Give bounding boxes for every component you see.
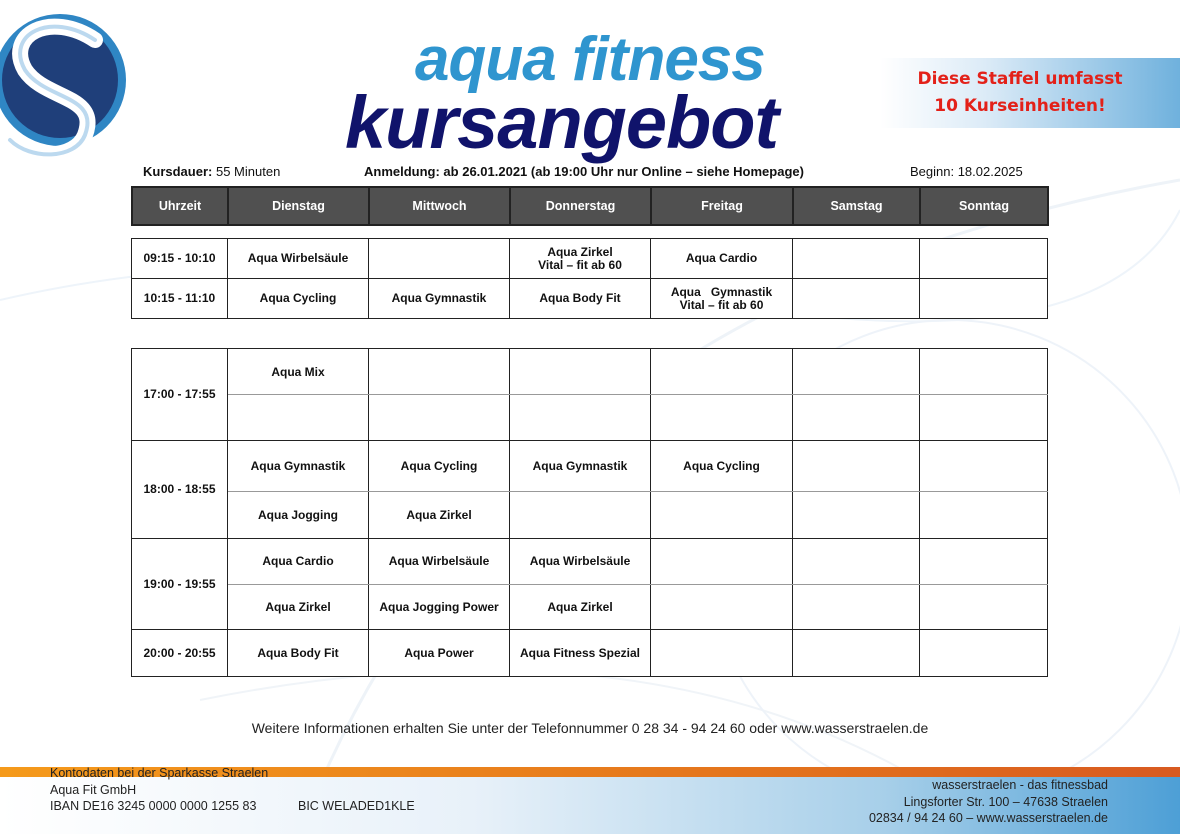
logo-s-icon (0, 0, 130, 190)
schedule-header (131, 186, 1049, 226)
course-cell (920, 539, 1048, 585)
contact-info: Weitere Informationen erhalten Sie unter der Telefonnummer 0 28 34 - 94 24 60 oder www.wasserstraelen.de (251, 720, 929, 736)
course-cell: Aqua Gymnastik (510, 441, 651, 492)
address-block (869, 777, 1108, 827)
course-cell: Aqua Zirkel (369, 492, 510, 539)
course-cell: Aqua Gymnastik (369, 279, 510, 319)
course-cell (920, 395, 1048, 441)
course-cell (920, 349, 1048, 395)
course-cell: Aqua Wirbelsäule (228, 239, 369, 279)
course-cell (369, 239, 510, 279)
course-cell (920, 492, 1048, 539)
bank-line2: Aqua Fit GmbH (50, 782, 137, 797)
course-cell: Aqua Body Fit (510, 279, 651, 319)
duration-label: Kursdauer: (143, 164, 213, 179)
course-cell (920, 239, 1048, 279)
course-cell (651, 585, 793, 630)
table-row (132, 492, 1048, 539)
course-cell: Aqua Gymnastik Vital – fit ab 60 (651, 279, 793, 319)
course-cell (793, 395, 920, 441)
course-cell: Aqua Cardio (228, 539, 369, 585)
address-line2: Lingsforter Str. 100 – 47638 Straelen (903, 794, 1108, 809)
table-row (132, 395, 1048, 441)
time-slot: 20:00 - 20:55 (132, 630, 228, 677)
col-header: Sonntag (920, 187, 1048, 225)
course-cell: Aqua Zirkel (510, 585, 651, 630)
course-cell (793, 492, 920, 539)
course-cell: Aqua Zirkel Vital – fit ab 60 (510, 239, 651, 279)
course-cell: Aqua Fitness Spezial (510, 630, 651, 677)
course-cell (651, 492, 793, 539)
time-slot: 18:00 - 18:55 (132, 441, 228, 539)
course-cell (651, 395, 793, 441)
course-cell (793, 239, 920, 279)
duration-value: 55 Minuten (215, 164, 281, 179)
address-line1: wasserstraelen - das fitnessbad (932, 778, 1108, 792)
course-cell (793, 585, 920, 630)
time-slot: 10:15 - 11:10 (132, 279, 228, 319)
course-cell: Aqua Jogging (228, 492, 369, 539)
iban: IBAN DE16 3245 0000 0000 1255 83 (50, 799, 257, 813)
announcement-text (905, 66, 1135, 120)
course-cell (793, 279, 920, 319)
col-header: Samstag (793, 187, 920, 225)
col-header: Uhrzeit (132, 187, 228, 225)
course-cell (920, 630, 1048, 677)
course-cell (920, 279, 1048, 319)
course-cell (793, 441, 920, 492)
course-cell (510, 349, 651, 395)
course-cell: Aqua Cycling (228, 279, 369, 319)
time-slot: 17:00 - 17:55 (132, 349, 228, 441)
course-cell: Aqua Cardio (651, 239, 793, 279)
course-cell (793, 539, 920, 585)
course-cell (793, 349, 920, 395)
course-cell: Aqua Cycling (651, 441, 793, 492)
address-line3: 02834 / 94 24 60 – www.wasserstraelen.de (868, 811, 1108, 825)
course-cell: Aqua Power (369, 630, 510, 677)
bic: BIC WELADED1KLE (298, 799, 415, 813)
evening-schedule (131, 348, 1048, 677)
course-cell (793, 630, 920, 677)
table-row (132, 539, 1048, 585)
time-slot: 09:15 - 10:10 (132, 239, 228, 279)
announcement-line1: Diese Staffel umfasst (917, 69, 1123, 89)
course-cell (510, 395, 651, 441)
course-cell: Aqua Cycling (369, 441, 510, 492)
course-cell: Aqua Zirkel (228, 585, 369, 630)
course-cell: Aqua Jogging Power (369, 585, 510, 630)
table-row (132, 239, 1048, 279)
course-cell (920, 585, 1048, 630)
table-row (132, 630, 1048, 677)
announcement-line2: 10 Kurseinheiten! (934, 96, 1106, 116)
start-date: Beginn: 18.02.2025 (910, 164, 1023, 179)
table-row (132, 585, 1048, 630)
course-cell: Aqua Wirbelsäule (510, 539, 651, 585)
table-row (132, 279, 1048, 319)
course-cell: Aqua Mix (228, 349, 369, 395)
table-row (132, 441, 1048, 492)
col-header: Donnerstag (510, 187, 651, 225)
course-cell (369, 395, 510, 441)
course-cell (228, 395, 369, 441)
course-cell: Aqua Gymnastik (228, 441, 369, 492)
course-cell (369, 349, 510, 395)
course-cell: Aqua Wirbelsäule (369, 539, 510, 585)
col-header: Dienstag (228, 187, 369, 225)
course-cell (651, 349, 793, 395)
bank-line1: Kontodaten bei der Sparkasse Straelen (50, 766, 269, 780)
header-row (132, 187, 1048, 225)
title-kursangebot: kursangebot (345, 81, 779, 164)
course-cell (651, 630, 793, 677)
morning-schedule (131, 238, 1048, 319)
table-row (132, 349, 1048, 395)
course-cell: Aqua Body Fit (228, 630, 369, 677)
bank-details (50, 765, 415, 815)
title-aqua-fitness: aqua fitness (415, 25, 765, 94)
course-cell (920, 441, 1048, 492)
course-cell (510, 492, 651, 539)
registration-info: Anmeldung: ab 26.01.2021 (ab 19:00 Uhr nur Online – siehe Homepage) (364, 164, 804, 179)
course-cell (651, 539, 793, 585)
col-header: Freitag (651, 187, 793, 225)
time-slot: 19:00 - 19:55 (132, 539, 228, 630)
col-header: Mittwoch (369, 187, 510, 225)
course-duration (143, 164, 280, 179)
